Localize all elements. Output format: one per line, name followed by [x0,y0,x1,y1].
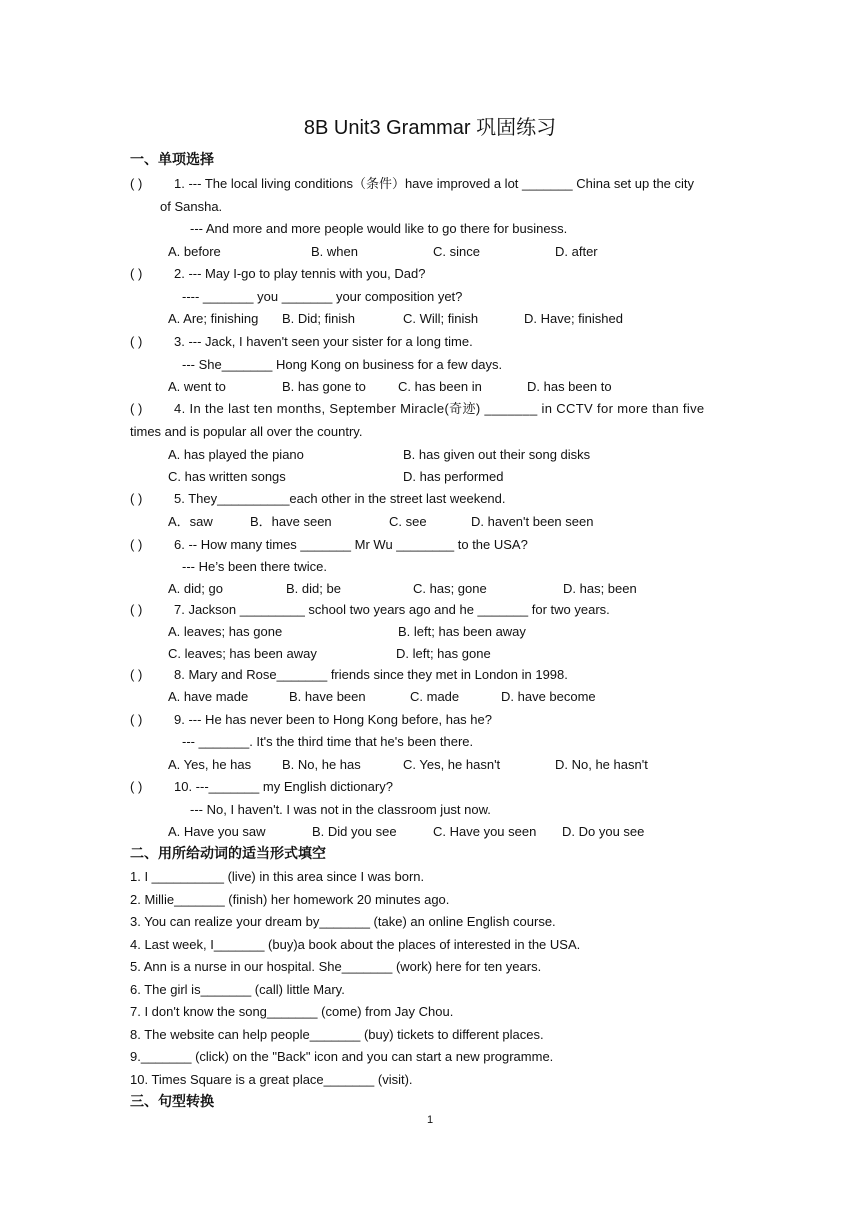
option-b: B. has given out their song disks [403,447,591,462]
option-c: C. has; gone [413,581,487,596]
answer-blank: ( ) [130,266,143,281]
fill-item: 4. Last week, I_______ (buy)a book about the places of interested in the USA. [130,937,581,952]
option-a: A. has played the piano [168,447,304,462]
answer-blank: ( ) [130,602,143,617]
fill-item: 3. You can realize your dream by_______ (take) an online English course. [130,914,556,929]
answer-blank: ( ) [130,779,143,794]
fill-item: 2. Millie_______ (finish) her homework 20 minutes ago. [130,892,450,907]
option-c: C. has been in [398,379,482,394]
question-stem: 3. --- Jack, I haven't seen your sister for a long time. [174,334,473,349]
option-b: B. Did you see [312,824,397,839]
option-b: B. did; be [286,581,341,596]
option-a: A. have made [168,689,249,704]
option-d: D. Have; finished [524,311,623,326]
option-b: B. has gone to [282,379,366,394]
section-heading-multiple-choice: 一、单项选择 [130,152,214,168]
option-c: C. made [410,689,460,704]
option-d: D. has performed [403,469,504,484]
option-c: C. has written songs [168,469,286,484]
section-heading-verb-forms: 二、用所给动词的适当形式填空 [130,846,326,862]
option-d: D. left; has gone [396,646,491,661]
fill-item: 1. I __________ (live) in this area since I was born. [130,869,425,884]
answer-blank: ( ) [130,491,143,506]
option-a: A. before [168,244,221,259]
question-stem: 10. ---_______ my English dictionary? [174,779,393,794]
question-stem-cont: times and is popular all over the country. [130,424,363,439]
option-b: B. when [311,244,358,259]
answer-blank: ( ) [130,537,143,552]
option-a: A. Yes, he has [168,757,252,772]
fill-item: 10. Times Square is a great place_______ (visit). [130,1072,413,1087]
answer-blank: ( ) [130,334,143,349]
option-a: A. Have you saw [168,824,266,839]
option-b: B．have seen [250,514,332,529]
option-a: A. leaves; has gone [168,624,283,639]
option-c: C. see [389,514,427,529]
question-stem: 7. Jackson _________ school two years ago and he _______ for two years. [174,602,610,617]
question-reply: --- She_______ Hong Kong on business for a few days. [182,357,503,372]
page-number: 1 [426,1114,434,1126]
option-d: D. haven't been seen [471,514,594,529]
option-b: B. have been [289,689,366,704]
question-stem: 1. --- The local living conditions（条件）have improved a lot _______ China set up the city [174,176,695,191]
option-d: D. after [555,244,598,259]
option-a: A．saw [168,514,213,529]
fill-item: 9._______ (click) on the "Back" icon and you can start a new programme. [130,1049,554,1064]
fill-item: 6. The girl is_______ (call) little Mary. [130,982,345,997]
fill-item: 5. Ann is a nurse in our hospital. She_______ (work) here for ten years. [130,959,542,974]
option-d: D. have become [501,689,596,704]
question-reply: ---- _______ you _______ your composition yet? [182,289,463,304]
question-reply: --- He’s been there twice. [182,559,327,574]
option-c: C. since [433,244,480,259]
question-stem-cont: of Sansha. [160,199,223,214]
option-d: D. has been to [527,379,612,394]
page-title: 8B Unit3 Grammar 巩固练习 [303,117,557,139]
option-c: C. Will; finish [403,311,479,326]
option-c: C. Have you seen [433,824,537,839]
question-stem: 8. Mary and Rose_______ friends since they met in London in 1998. [174,667,568,682]
question-stem: 6. -- How many times _______ Mr Wu ________ to the USA? [174,537,528,552]
option-a: A. went to [168,379,226,394]
option-c: C. Yes, he hasn't [403,757,501,772]
option-d: D. Do you see [562,824,645,839]
question-stem: 9. --- He has never been to Hong Kong before, has he? [174,712,492,727]
question-stem: 4. In the last ten months, September Miracle(奇迹) _______ in CCTV for more than five [174,401,705,416]
option-b: B. No, he has [282,757,361,772]
fill-item: 7. I don't know the song_______ (come) from Jay Chou. [130,1004,454,1019]
answer-blank: ( ) [130,401,143,416]
option-c: C. leaves; has been away [168,646,317,661]
question-stem: 5. They__________each other in the street last weekend. [174,491,506,506]
option-b: B. Did; finish [282,311,355,326]
option-d: D. No, he hasn't [555,757,648,772]
answer-blank: ( ) [130,712,143,727]
question-reply: --- _______. It's the third time that he's been there. [182,734,474,749]
answer-blank: ( ) [130,667,143,682]
question-stem: 2. --- May I-go to play tennis with you, Dad? [174,266,426,281]
fill-item: 8. The website can help people_______ (buy) tickets to different places. [130,1027,544,1042]
option-a: A. Are; finishing [168,311,259,326]
question-reply: --- And more and more people would like to go there for business. [190,221,568,236]
question-reply: --- No, I haven't. I was not in the classroom just now. [190,802,491,817]
option-d: D. has; been [563,581,637,596]
option-b: B. left; has been away [398,624,526,639]
answer-blank: ( ) [130,176,143,191]
option-a: A. did; go [168,581,223,596]
section-heading-sentence-transform: 三、句型转换 [130,1094,214,1110]
